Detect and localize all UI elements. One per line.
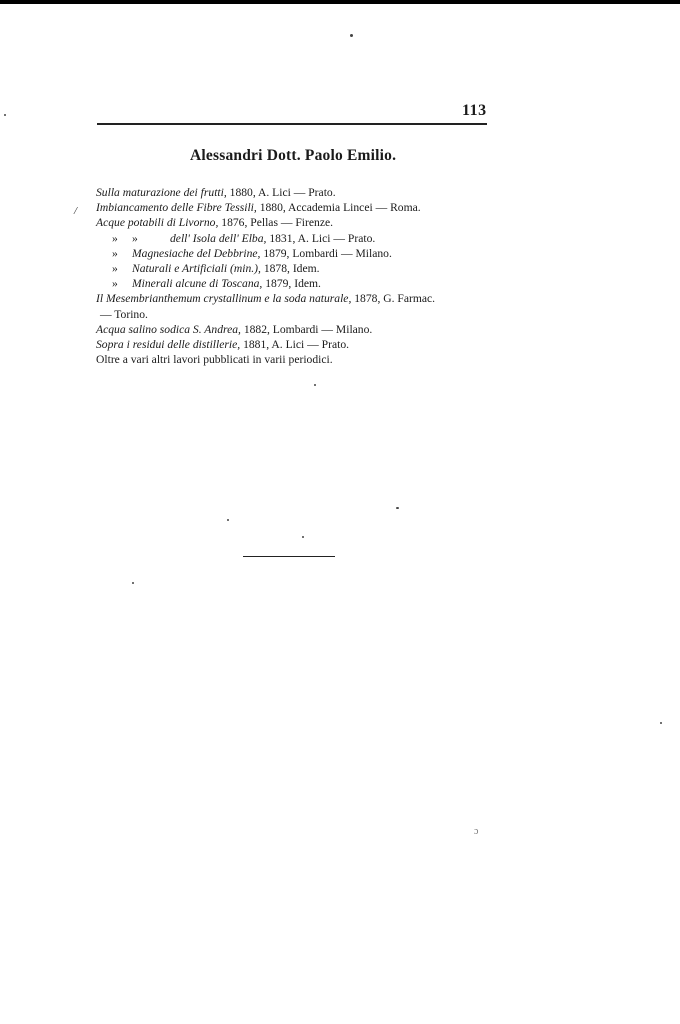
entry-details: 1831, A. Lici — Prato. [266, 231, 376, 245]
scan-speck [350, 34, 353, 37]
bibliography-entry-continuation [96, 307, 496, 322]
entry-details: — Torino. [100, 307, 148, 321]
entry-details: 1882, Lombardi — Milano. [240, 322, 373, 336]
entry-details: 1878, Idem. [260, 262, 320, 276]
bibliography-entry [96, 231, 496, 246]
entry-details: 1880, Accademia Lincei — Roma. [256, 201, 421, 215]
entry-title: Acqua salino sodica S. Andrea, [96, 322, 241, 336]
entry-details: 1880, A. Lici — Prato. [226, 186, 336, 199]
page-number: 113 [462, 102, 487, 119]
bibliography-entry [96, 246, 496, 261]
entry-details: 1878, G. Farmac. [351, 292, 436, 306]
ditto-mark: » [112, 262, 118, 276]
scan-speck [396, 507, 399, 509]
scan-speck [302, 536, 304, 538]
entry-details: 1879, Idem. [262, 277, 321, 291]
entry-title: Imbiancamento delle Fibre Tessili, [96, 201, 257, 215]
bibliography-entry [96, 261, 496, 276]
scan-speck [132, 582, 134, 584]
ditto-mark: » [112, 246, 118, 260]
entry-title: Sopra i residui delle distillerie, [96, 338, 241, 352]
entry-details: 1876, Pellas — Firenze. [218, 216, 334, 230]
ditto-mark: » [132, 231, 138, 245]
author-heading: Alessandri Dott. Paolo Emilio. [190, 147, 397, 164]
bibliography-entry [96, 215, 496, 230]
scan-speck [4, 114, 6, 116]
page-top-edge [0, 0, 680, 4]
scan-speck [227, 519, 229, 521]
entry-title: Sulla maturazione dei frutti, [96, 186, 227, 199]
entry-title: Magnesiache del Debbrine, [132, 246, 261, 260]
header-rule [97, 123, 487, 125]
entry-title: Il Mesembrianthemum crystallinum e la soda naturale, [96, 292, 352, 306]
entry-title: Naturali e Artificiali (min.), [132, 262, 261, 276]
stray-ink-mark: ɔ [474, 826, 479, 837]
entry-details: 1881, A. Lici — Prato. [240, 338, 350, 352]
bibliography-entry [96, 276, 496, 291]
entry-title: Acque potabili di Livorno, [96, 216, 219, 230]
entry-details: 1879, Lombardi — Milano. [260, 246, 392, 260]
scan-speck [660, 722, 662, 724]
entry-title: dell' Isola dell' Elba, [170, 231, 267, 245]
closing-note: Oltre a vari altri lavori pubblicati in varii periodici. [96, 353, 333, 367]
bibliography-entry [96, 200, 496, 215]
bibliography-entry [96, 291, 496, 306]
section-end-rule [243, 556, 335, 557]
bibliography-entry [96, 337, 496, 352]
bibliography-note [96, 352, 496, 367]
ditto-mark: » [112, 277, 118, 291]
ditto-mark: » [112, 231, 118, 245]
bibliography-entry [96, 322, 496, 337]
entry-title: Minerali alcune di Toscana, [132, 277, 263, 291]
margin-pencil-mark: / [74, 205, 78, 217]
bibliography-list [96, 185, 496, 367]
bibliography-entry [96, 185, 496, 200]
scan-speck [314, 384, 316, 386]
